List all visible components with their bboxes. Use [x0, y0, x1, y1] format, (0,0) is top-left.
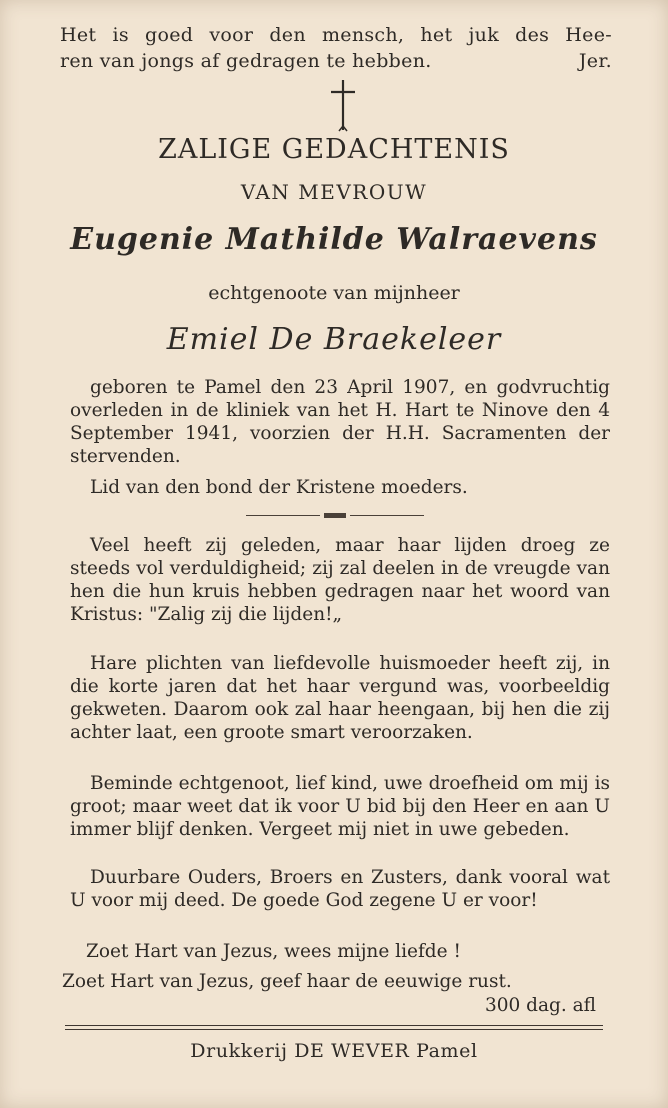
paragraph-3 — [70, 772, 610, 841]
van-mevrouw: VAN MEVROUW — [240, 180, 428, 204]
footer-rule — [65, 1025, 603, 1030]
epigraph — [60, 22, 612, 74]
bio-paragraph — [70, 376, 610, 468]
bio-text: geboren te Pamel den 23 April 1907, en godvruchtig overleden in de kliniek van het H. Hart te Ninove den 4 September 1941, voorzien der H.H. Sacramenten der stervenden. — [70, 377, 610, 467]
paragraph-1 — [70, 534, 610, 626]
deceased-name: Eugenie Mathilde Walraevens — [70, 222, 598, 257]
paragraph-2-text: Hare plichten van liefdevolle huismoeder heeft zij, in die korte jaren dat het haar vergund was, voorbeeldig gekweten. Daarom ook zal haar heengaan, bij hen die zij achter laat, een groote smart veroorzaken. — [70, 653, 610, 743]
spouse-name: Emiel De Braekeleer — [166, 322, 502, 357]
paragraph-1-text: Veel heeft zij geleden, maar haar lijden droeg ze steeds vol verduldigheid; zij zal deelen in de vreugde van hen die hun kruis hebben gedragen naar het woord van Kristus: "Zalig zij die lijden!„ — [70, 535, 610, 625]
indulgence: 300 dag. afl — [484, 995, 596, 1016]
ornament-divider — [246, 511, 424, 521]
paragraph-4-text: Duurbare Ouders, Broers en Zusters, dank vooral wat U voor mij deed. De goede God zegene U er voor! — [70, 867, 610, 911]
cross-icon — [328, 78, 358, 132]
divider-line-right — [350, 515, 424, 516]
divider-ornament — [324, 513, 346, 518]
epigraph-line-1: Het is goed voor den mensch, het juk des Hee- — [60, 24, 612, 46]
epigraph-source: Jer. — [578, 50, 612, 72]
divider-line-left — [246, 515, 320, 516]
epigraph-line-2: ren van jongs af gedragen te hebben. — [60, 50, 432, 72]
membership: Lid van den bond der Kristene moeders. — [90, 477, 468, 498]
paragraph-3-text: Beminde echtgenoot, lief kind, uwe droefheid om mij is groot; maar weet dat ik voor U bid bij den Heer en aan U immer blijf denken. Vergeet mij niet in uwe gebeden. — [70, 773, 610, 840]
paragraph-4 — [70, 866, 610, 912]
card-title: ZALIGE GEDACHTENIS — [158, 134, 510, 165]
paragraph-2 — [70, 652, 610, 744]
spouse-intro: echtgenoote van mijnheer — [208, 282, 460, 304]
epigraph-line-2-row — [60, 48, 612, 74]
printer-credit: Drukkerij DE WEVER Pamel — [190, 1040, 478, 1062]
prayer-1: Zoet Hart van Jezus, wees mijne liefde ! — [86, 941, 461, 962]
prayer-2: Zoet Hart van Jezus, geef haar de eeuwige rust. — [62, 971, 512, 992]
